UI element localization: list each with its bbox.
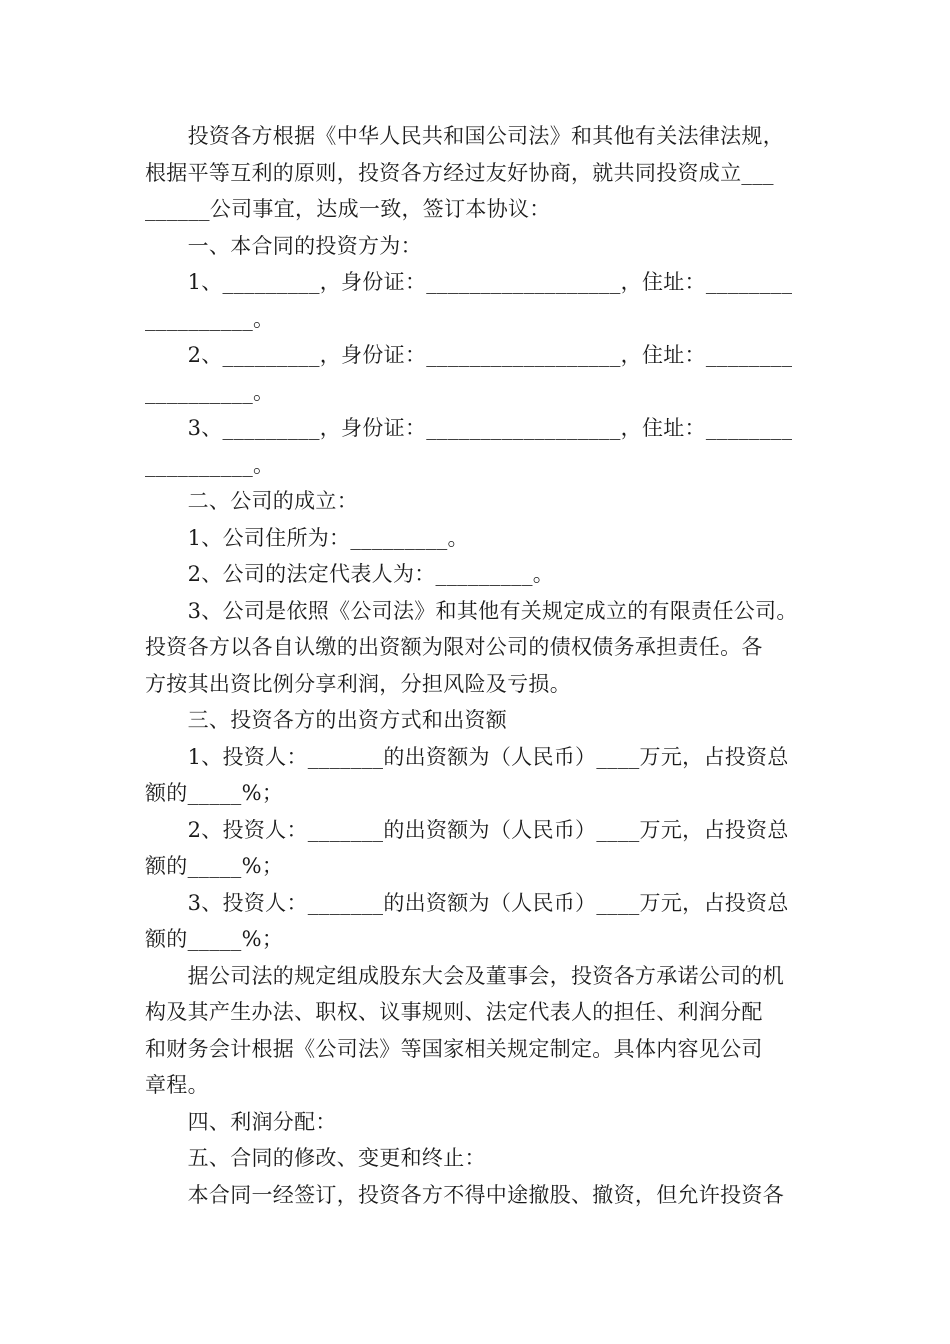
text-line: 本合同一经签订，投资各方不得中途撤股、撤资，但允许投资各: [145, 1182, 784, 1207]
text-line: 和财务会计根据《公司法》等国家相关规定制定。具体内容见公司: [145, 1036, 763, 1061]
text-line: 2、公司的法定代表人为：_________。: [145, 562, 555, 586]
text-line: 投资各方以各自认缴的出资额为限对公司的债权债务承担责任。各: [145, 635, 763, 659]
text-line: 1、公司住所为：_________。: [145, 525, 469, 550]
text-line: 额的_____%；: [145, 854, 284, 878]
text-line: 额的_____%；: [145, 927, 284, 951]
section-heading: 二、公司的成立：: [145, 489, 358, 513]
text-line: __________。: [145, 452, 275, 477]
text-line: 3、_________，身份证：__________________，住址：________: [145, 416, 793, 440]
text-line: 1、投资人：_______的出资额为（人民币）____万元，占投资总: [145, 744, 789, 769]
text-line: 根据平等互利的原则，投资各方经过友好协商，就共同投资成立___: [145, 160, 774, 185]
text-line: ______公司事宜，达成一致，签订本协议：: [145, 197, 551, 221]
text-line: 构及其产生办法、职权、议事规则、法定代表人的担任、利润分配: [145, 1000, 763, 1024]
text-line: 2、_________，身份证：__________________，住址：________: [145, 343, 793, 367]
text-line: __________。: [145, 379, 275, 404]
section-heading: 三、投资各方的出资方式和出资额: [145, 708, 508, 732]
text-line: 据公司法的规定组成股东大会及董事会，投资各方承诺公司的机: [145, 963, 784, 988]
text-line: 投资各方根据《中华人民共和国公司法》和其他有关法律法规，: [145, 124, 784, 148]
text-line: __________。: [145, 306, 275, 331]
section-heading: 四、利润分配：: [145, 1109, 337, 1134]
text-line: 章程。: [145, 1073, 209, 1097]
section-heading: 一、本合同的投资方为：: [145, 233, 422, 258]
text-line: 1、_________，身份证：__________________，住址：________: [145, 270, 793, 294]
section-heading: 五、合同的修改、变更和终止：: [145, 1146, 486, 1170]
text-line: 3、投资人：_______的出资额为（人民币）____万元，占投资总: [145, 890, 789, 915]
text-line: 额的_____%；: [145, 781, 284, 805]
text-line: 方按其出资比例分享利润，分担风险及亏损。: [145, 671, 571, 696]
text-line: 3、公司是依照《公司法》和其他有关规定成立的有限责任公司。: [145, 598, 798, 623]
document-page: [145, 118, 805, 1213]
text-line: 2、投资人：_______的出资额为（人民币）____万元，占投资总: [145, 817, 789, 842]
